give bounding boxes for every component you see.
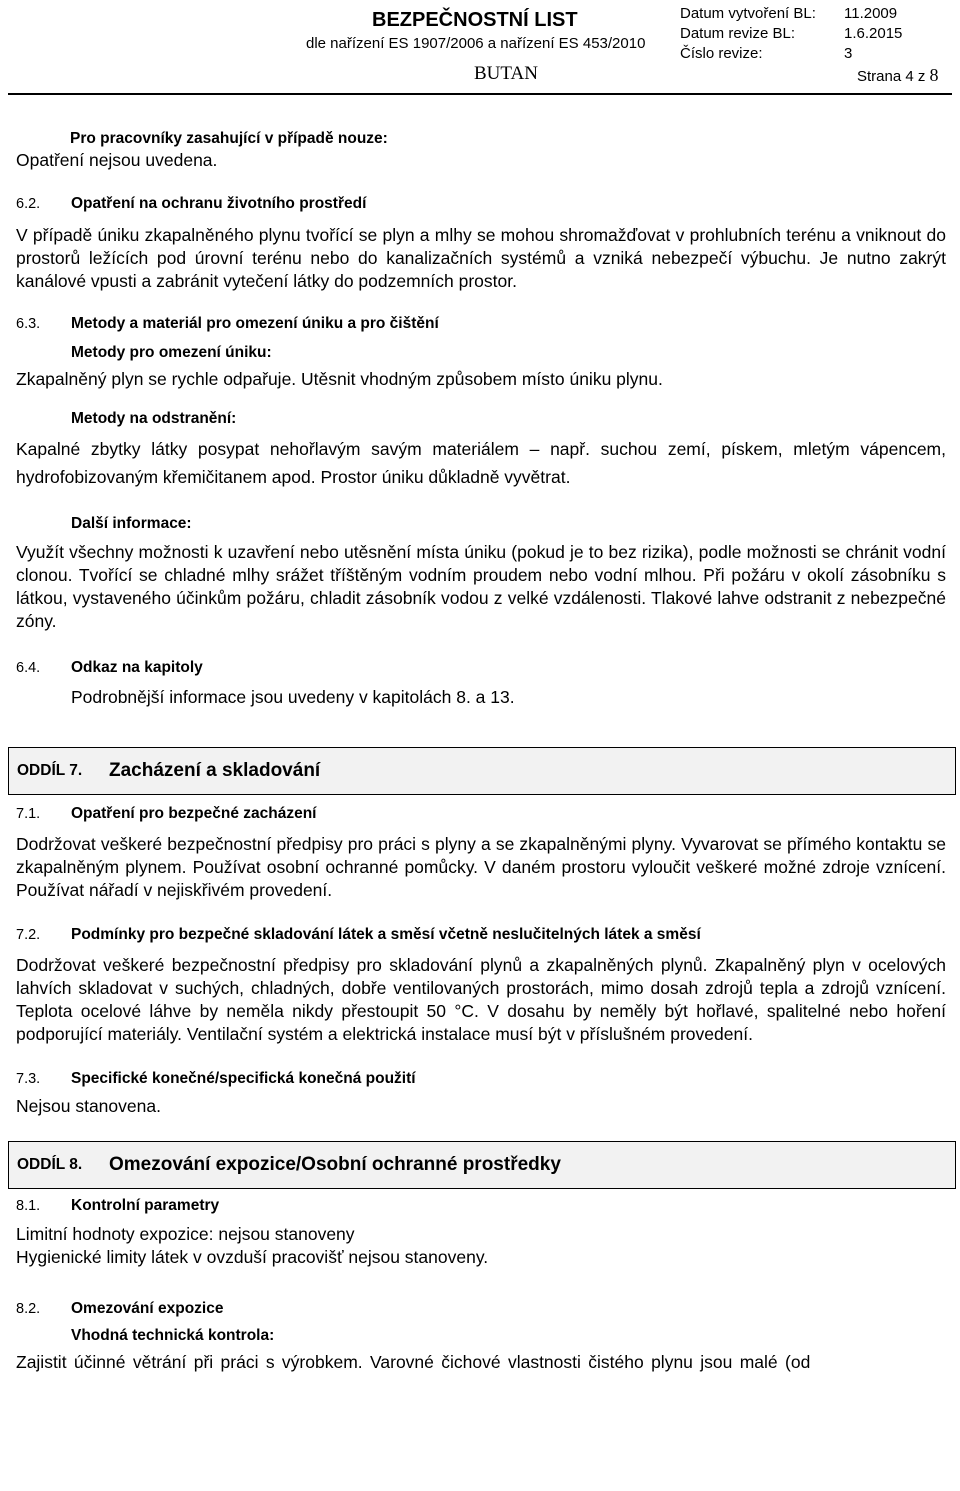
hygiene-limits-text: Hygienické limity látek v ovzduší pracovišť nejsou stanoveny. (16, 1247, 489, 1267)
cleanup-methods-text: Kapalné zbytky látky posypat nehořlavým savým materiálem – např. suchou zemí, pískem, mletým vápencem, hydrofobizovaným křemičitanem apod. Prostor úniku důkladně vyvětrat. (16, 439, 946, 487)
section-7-1-heading: 7.1. Opatření pro bezpečné zacházení (16, 805, 317, 822)
technical-control-title: Vhodná technická kontrola: (71, 1327, 275, 1344)
section-7-1-text: Dodržovat veškeré bezpečnostní předpisy pro práci s plyny a se zkapalněnými plyny. Vyvarovat se přímého kontaktu se zkapalněným plynem. Používat osobní ochranné pomůcky. V daném prostoru vyloučit veškeré možné zdroje vznícení. Používat nářadí v nejiskřivém provedení. (16, 834, 946, 900)
section-8-1-heading: 8.1. Kontrolní parametry (16, 1197, 220, 1214)
other-info-title: Další informace: (71, 515, 192, 532)
revision-info (680, 4, 902, 64)
cleanup-methods-title: Metody na odstranění: (71, 410, 237, 427)
other-info-text: Využít všechny možnosti k uzavření nebo utěsnění místa úniku (pokud je to bez rizika), podle možnosti se chránit vodní clonou. Tvořící se chladné mlhy srážet tříštěným vodním proudem nebo vodní mlhou. Při požáru v okolí zásobníku s látkou, vystaveného účinkům požáru, chladit zásobník vodou z velké vzdálenosti. Tlakové lahve odstranit z nebezpečné zóny. (16, 542, 946, 631)
section-7-3-text: Nejsou stanovena. (16, 1096, 161, 1116)
section-7-3-heading: 7.3. Specifické konečné/specifická konečná použití (16, 1070, 416, 1087)
document-title: BEZPEČNOSTNÍ LIST (372, 9, 578, 31)
section-7-2-text: Dodržovat veškeré bezpečnostní předpisy pro skladování plynů a zkapalněných plynů. Zkapalněný plyn v ocelových lahvích skladovat v suchých, chladných, dobře ventilovaných prostorách, mimo dosah zdrojů tepla a zdrojů vznícení. Teplota ocelové láhve by neměla nikdy přestoupit 50 °C. V dosahu by neměly být hořlavé, spalitelné nebo hoření podporující materiály. Ventilační systém a elektrická instalace musí být v příslušném provedení. (16, 955, 946, 1044)
exposure-limits-text: Limitní hodnoty expozice: nejsou stanoveny (16, 1224, 355, 1244)
section-6-2-heading: 6.2. Opatření na ochranu životního prostředí (16, 195, 367, 212)
section-6-3-heading: 6.3. Metody a materiál pro omezení úniku a pro čištění (16, 315, 439, 332)
header-divider (8, 93, 952, 95)
revision-date-row: Datum revize BL: 1.6.2015 (680, 25, 903, 42)
technical-control-text: Zajistit účinné větrání při práci s výrobkem. Varovné čichové vlastnosti čistého plynu jsou malé (od (16, 1352, 811, 1372)
section-7-2-heading: 7.2. Podmínky pro bezpečné skladování látek a směsí včetně neslučitelných látek a směsí (16, 926, 701, 943)
page-header (0, 0, 960, 96)
revision-number-row: Číslo revize: 3 (680, 45, 853, 62)
section-6-4-heading: 6.4. Odkaz na kapitoly (16, 659, 203, 676)
section-7-banner: ODDÍL 7. Zacházení a skladování (8, 747, 956, 795)
emergency-responders-title: Pro pracovníky zasahující v případě nouze: (70, 130, 388, 147)
emergency-responders-text: Opatření nejsou uvedena. (16, 150, 218, 170)
section-6-4-text: Podrobnější informace jsou uvedeny v kapitolách 8. a 13. (71, 687, 515, 707)
containment-methods-title: Metody pro omezení úniku: (71, 344, 272, 361)
product-name: BUTAN (474, 63, 538, 84)
section-6-2-text: V případě úniku zkapalněného plynu tvořící se plyn a mlhy se mohou shromažďovat v prohlubních terénu a vniknout do prostorů ležících pod úrovní terénu nebo do kanalizačních systémů a vzniká nebezpečí výbuchu. Je nutno zakrýt kanálové vpusti a zabránit vytečení látky do podzemních prostor. (16, 225, 946, 291)
section-8-banner: ODDÍL 8. Omezování expozice/Osobní ochranné prostředky (8, 1141, 956, 1189)
page-number: Strana 4 z 8 (857, 65, 939, 85)
containment-methods-text: Zkapalněný plyn se rychle odpařuje. Utěsnit vhodným způsobem místo úniku plynu. (16, 369, 663, 389)
section-8-2-heading: 8.2. Omezování expozice (16, 1300, 224, 1317)
document-body (16, 130, 946, 1374)
emergency-responders-block (16, 130, 946, 148)
regulation-reference: dle nařízení ES 1907/2006 a nařízení ES 453/2010 (306, 35, 646, 52)
created-date-row: Datum vytvoření BL: 11.2009 (680, 5, 898, 22)
